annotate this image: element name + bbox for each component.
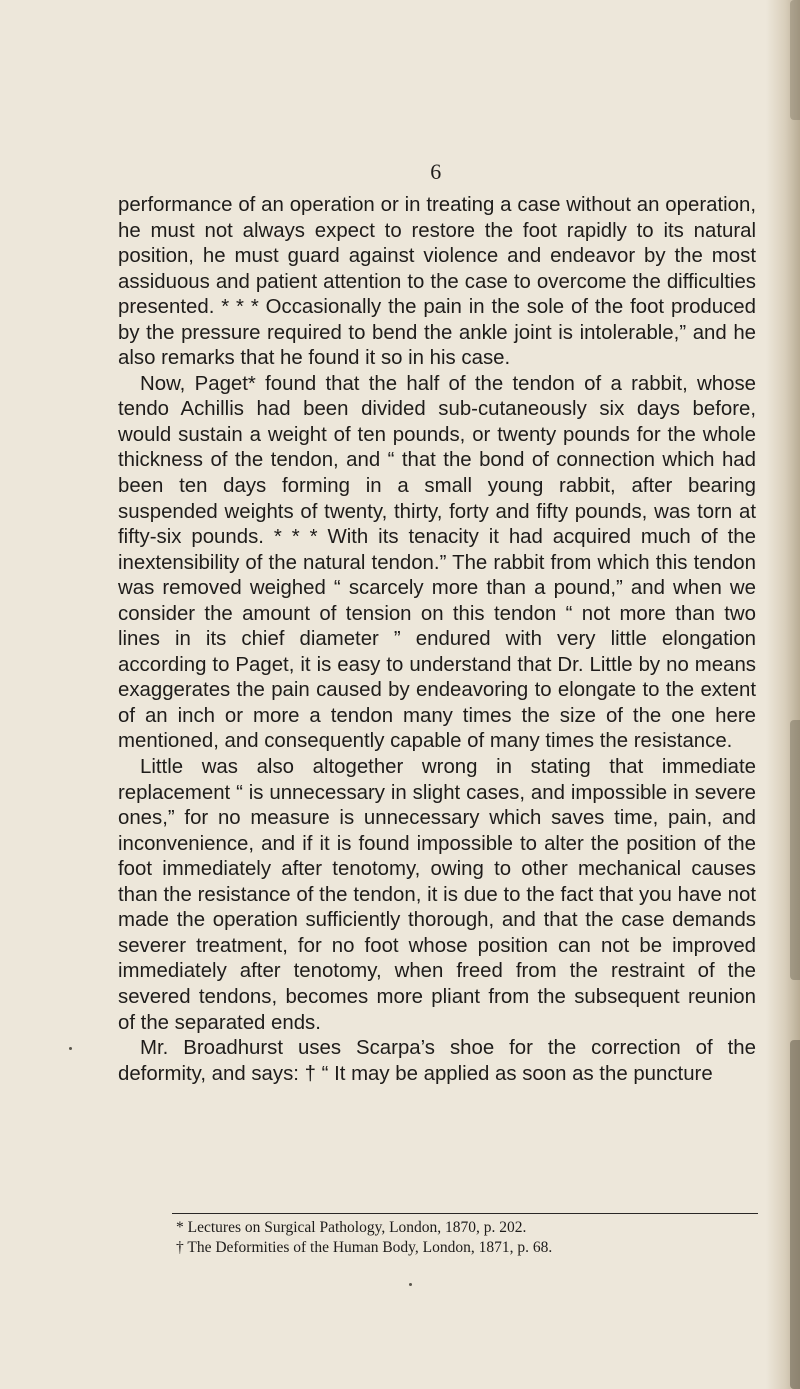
page-edge-binding xyxy=(790,720,800,980)
page-number: 6 xyxy=(430,159,442,184)
body-text xyxy=(118,193,756,1087)
paragraph: Little was also altogether wrong in stating that immediate replacement “ is unnecessary in slight cases, and impossible in severe ones,” for no measure is unnecessary which saves time, pain, and inconvenience, and if it is found impossible to alter the position of the foot immediately after tenotomy, owing to other mechanical causes than the resistance of the tendon, it is due to the fact that you have not made the operation sufficiently thorough, and that the case demands severer treatment, for no foot whose position can not be improved immediately after tenotomy, when freed from the restraint of the severed tendons, becomes more pliant from the subsequent reunion of the separated ends. xyxy=(118,756,756,1034)
paper-speck xyxy=(409,1283,412,1286)
footnote-divider xyxy=(172,1213,758,1214)
paper-speck xyxy=(69,1047,72,1050)
page-edge-binding xyxy=(790,1040,800,1389)
footnote: † The Deformities of the Human Body, London, 1871, p. 68. xyxy=(176,1239,553,1256)
page-edge-binding xyxy=(790,0,800,120)
footnotes xyxy=(176,1218,776,1258)
paragraph: Now, Paget* found that the half of the tendon of a rabbit, whose tendo Achillis had been divided sub-cutaneously six days before, would sustain a weight of ten pounds, or twenty pounds for the whole thickness of the tendon, and “ that the bond of connection which had been ten days forming in a small young rabbit, after bearing suspended weights of twenty, thirty, forty and fifty pounds, was torn at fifty-six pounds. * * * With its tenacity it had acquired much of the inextensibility of the natural tendon.” The rabbit from which this tendon was removed weighed “ scarcely more than a pound,” and when we consider the amount of tension on this tendon “ not more than two lines in its chief diameter ” endured with very little elongation according to Paget, it is easy to understand that Dr. Little by no means exaggerates the pain caused by endeavoring to elongate to the extent of an inch or more a tendon many times the size of the one here mentioned, and consequently capable of many times the resistance. xyxy=(118,372,756,753)
paragraph: performance of an operation or in treating a case without an operation, he must not always expect to restore the foot rapidly to its natural position, he must guard against violence and endeavor by the most assiduous and patient attention to the case to overcome the difficulties presented. * * * Occasionally the pain in the sole of the foot produced by the pressure required to bend the ankle joint is intolerable,” and he also remarks that he found it so in his case. xyxy=(118,194,756,370)
footnote: * Lectures on Surgical Pathology, London, 1870, p. 202. xyxy=(176,1219,527,1236)
paragraph: Mr. Broadhurst uses Scarpa’s shoe for the correction of the deformity, and says: † “ It may be applied as soon as the puncture xyxy=(118,1037,756,1085)
